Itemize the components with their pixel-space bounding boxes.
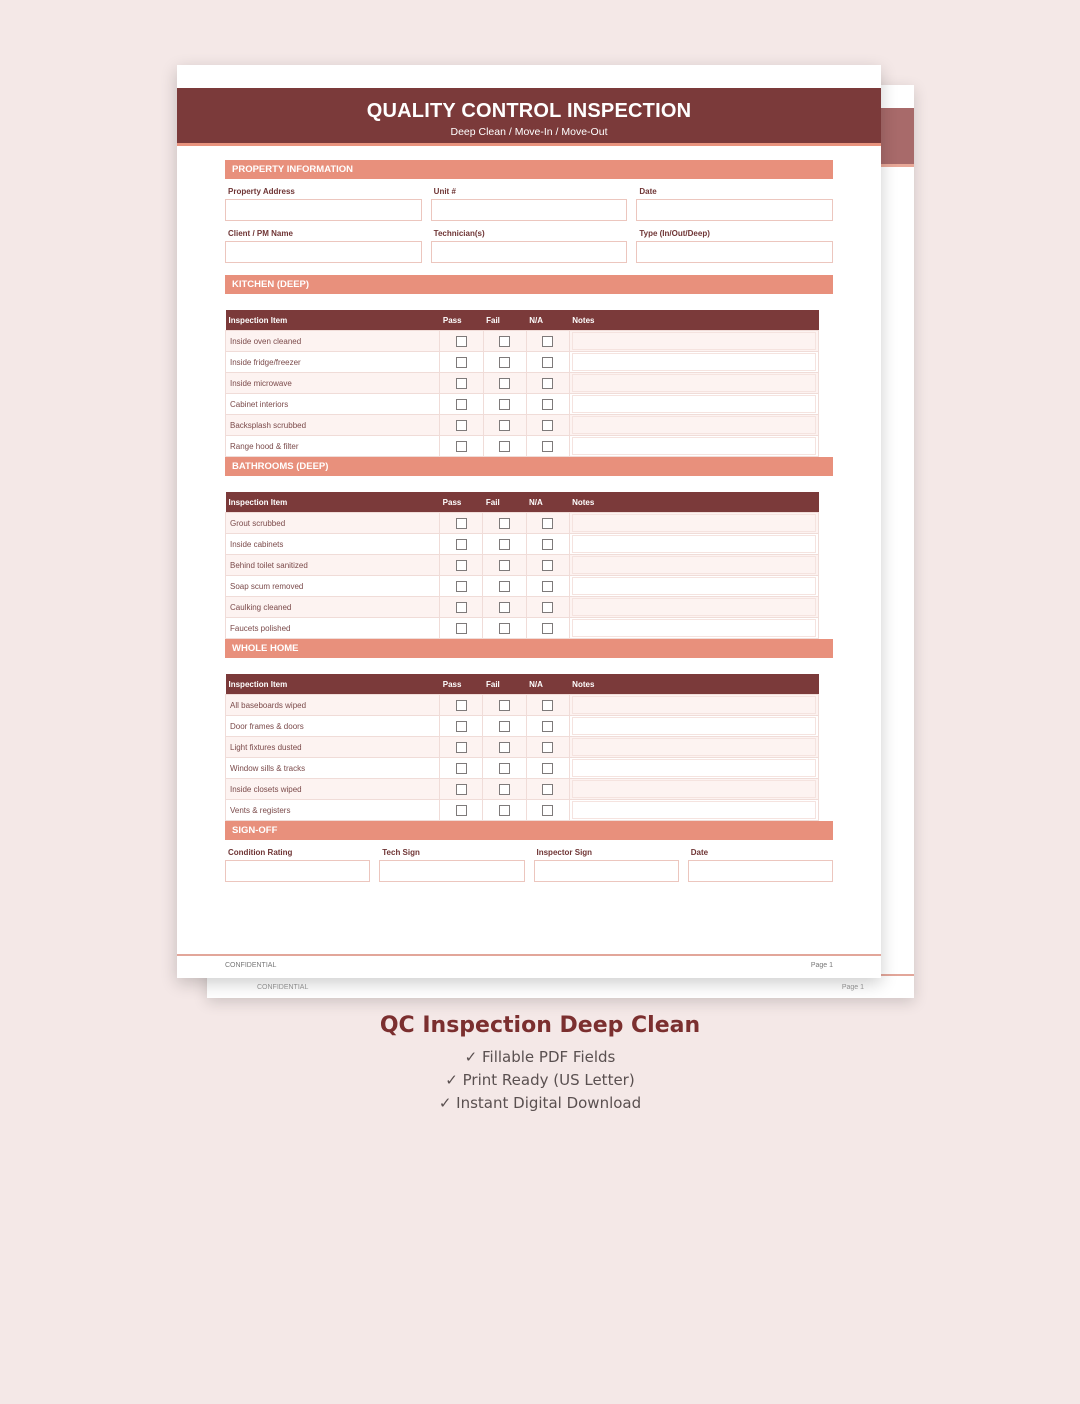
- na-cell: [526, 695, 569, 716]
- pass-cell: [440, 373, 483, 394]
- footer-line: [177, 954, 881, 956]
- fail-checkbox[interactable]: [499, 763, 510, 774]
- inspection-item-label: Range hood & filter: [226, 436, 440, 457]
- notes-input[interactable]: [572, 514, 816, 532]
- table-row: [226, 695, 819, 716]
- na-cell: [526, 534, 569, 555]
- column-header: Fail: [483, 492, 526, 513]
- fail-checkbox[interactable]: [499, 420, 510, 431]
- footer-confidential: CONFIDENTIAL: [225, 962, 277, 969]
- table-row: [226, 331, 819, 352]
- na-cell: [526, 331, 569, 352]
- table-row: [226, 737, 819, 758]
- table-row: [226, 436, 819, 457]
- na-checkbox[interactable]: [542, 399, 553, 410]
- notes-input[interactable]: [572, 696, 816, 714]
- pass-checkbox[interactable]: [456, 539, 467, 550]
- notes-input[interactable]: [572, 535, 816, 553]
- footer-page-number: Page 1: [810, 962, 833, 969]
- inspection-item-label: Door frames & doors: [226, 716, 440, 737]
- inspection-item-label: Backsplash scrubbed: [226, 415, 440, 436]
- inspection-item-label: Inside closets wiped: [226, 779, 440, 800]
- technician-input[interactable]: [431, 241, 628, 263]
- notes-input[interactable]: [572, 759, 816, 777]
- fail-checkbox[interactable]: [499, 441, 510, 452]
- column-header: N/A: [526, 310, 569, 331]
- date-input[interactable]: [636, 199, 833, 221]
- condition-rating-input[interactable]: [225, 860, 370, 882]
- notes-cell: [569, 394, 818, 415]
- client-input[interactable]: [225, 241, 422, 263]
- notes-input[interactable]: [572, 598, 816, 616]
- pass-checkbox[interactable]: [456, 378, 467, 389]
- tech-sign-input[interactable]: [379, 860, 524, 882]
- table-row: [226, 415, 819, 436]
- notes-cell: [569, 352, 818, 373]
- inspection-item-label: Window sills & tracks: [226, 758, 440, 779]
- product-caption: [0, 1013, 1080, 1115]
- fail-cell: [483, 695, 526, 716]
- notes-input[interactable]: [572, 619, 816, 637]
- na-cell: [526, 513, 569, 534]
- pass-checkbox[interactable]: [456, 805, 467, 816]
- notes-cell: [569, 758, 818, 779]
- notes-input[interactable]: [572, 416, 816, 434]
- condition-rating-field: [225, 840, 370, 882]
- fail-checkbox[interactable]: [499, 399, 510, 410]
- fail-checkbox[interactable]: [499, 581, 510, 592]
- pass-checkbox[interactable]: [456, 441, 467, 452]
- section-heading: KITCHEN (DEEP): [225, 275, 833, 294]
- pass-cell: [440, 618, 483, 639]
- field-label: Technician(s): [433, 229, 485, 238]
- fail-checkbox[interactable]: [499, 805, 510, 816]
- section-heading: BATHROOMS (DEEP): [225, 457, 833, 476]
- pass-cell: [440, 352, 483, 373]
- property-address-field: [225, 179, 422, 221]
- unit-input[interactable]: [431, 199, 628, 221]
- fail-cell: [483, 415, 526, 436]
- fail-cell: [483, 534, 526, 555]
- pass-cell: [440, 737, 483, 758]
- notes-cell: [569, 576, 818, 597]
- date-field: [636, 179, 833, 221]
- inspection-item-label: Cabinet interiors: [226, 394, 440, 415]
- column-header: Fail: [483, 674, 526, 695]
- notes-cell: [569, 737, 818, 758]
- pass-checkbox[interactable]: [456, 700, 467, 711]
- na-cell: [526, 758, 569, 779]
- na-checkbox[interactable]: [542, 700, 553, 711]
- notes-input[interactable]: [572, 374, 816, 392]
- fail-checkbox[interactable]: [499, 623, 510, 634]
- table-row: [226, 576, 819, 597]
- column-header: Notes: [569, 674, 818, 695]
- na-cell: [526, 618, 569, 639]
- table-header-row: [226, 674, 819, 695]
- inspection-item-label: Caulking cleaned: [226, 597, 440, 618]
- notes-cell: [569, 716, 818, 737]
- na-checkbox[interactable]: [542, 518, 553, 529]
- notes-cell: [569, 513, 818, 534]
- section-heading-property: PROPERTY INFORMATION: [225, 160, 833, 179]
- inspection-item-label: Behind toilet sanitized: [226, 555, 440, 576]
- column-header: Notes: [569, 492, 818, 513]
- pass-checkbox[interactable]: [456, 420, 467, 431]
- inspection-item-label: All baseboards wiped: [226, 695, 440, 716]
- table-row: [226, 352, 819, 373]
- field-label: Inspector Sign: [536, 848, 593, 857]
- notes-input[interactable]: [572, 780, 816, 798]
- pass-checkbox[interactable]: [456, 336, 467, 347]
- fail-cell: [483, 555, 526, 576]
- column-header: N/A: [526, 674, 569, 695]
- notes-cell: [569, 779, 818, 800]
- notes-input[interactable]: [572, 556, 816, 574]
- na-checkbox[interactable]: [542, 784, 553, 795]
- fail-cell: [483, 597, 526, 618]
- caption-title: QC Inspection Deep Clean: [379, 1013, 701, 1038]
- notes-input[interactable]: [572, 577, 816, 595]
- notes-cell: [569, 597, 818, 618]
- fail-checkbox[interactable]: [499, 560, 510, 571]
- fail-cell: [483, 513, 526, 534]
- section-heading: WHOLE HOME: [225, 639, 833, 658]
- inspection-item-label: Inside oven cleaned: [226, 331, 440, 352]
- table-row: [226, 534, 819, 555]
- signoff-date-field: [688, 840, 833, 882]
- inspection-item-label: Inside microwave: [226, 373, 440, 394]
- field-label: Client / PM Name: [228, 229, 293, 238]
- pass-cell: [440, 394, 483, 415]
- type-input[interactable]: [636, 241, 833, 263]
- fail-cell: [483, 576, 526, 597]
- back-page-footer-right: Page 1: [841, 984, 864, 991]
- na-checkbox[interactable]: [542, 378, 553, 389]
- na-checkbox[interactable]: [542, 805, 553, 816]
- fail-cell: [483, 737, 526, 758]
- inspection-item-label: Vents & registers: [226, 800, 440, 821]
- notes-input[interactable]: [572, 738, 816, 756]
- table-row: [226, 758, 819, 779]
- na-checkbox[interactable]: [542, 560, 553, 571]
- notes-cell: [569, 534, 818, 555]
- checklist-table: [225, 492, 819, 639]
- notes-cell: [569, 555, 818, 576]
- table-header-row: [226, 492, 819, 513]
- pass-cell: [440, 436, 483, 457]
- column-header: Inspection Item: [226, 492, 440, 513]
- inspector-sign-field: [534, 840, 679, 882]
- form-title: QUALITY CONTROL INSPECTION: [366, 100, 692, 122]
- pass-cell: [440, 331, 483, 352]
- pass-checkbox[interactable]: [456, 623, 467, 634]
- notes-input[interactable]: [572, 353, 816, 371]
- inspection-item-label: Soap scum removed: [226, 576, 440, 597]
- checklist-table: [225, 310, 819, 457]
- na-checkbox[interactable]: [542, 721, 553, 732]
- notes-cell: [569, 415, 818, 436]
- column-header: Inspection Item: [226, 674, 440, 695]
- technician-field: [431, 221, 628, 263]
- na-cell: [526, 737, 569, 758]
- na-cell: [526, 352, 569, 373]
- notes-cell: [569, 618, 818, 639]
- fail-cell: [483, 618, 526, 639]
- na-cell: [526, 415, 569, 436]
- pass-cell: [440, 555, 483, 576]
- notes-cell: [569, 331, 818, 352]
- na-checkbox[interactable]: [542, 357, 553, 368]
- na-cell: [526, 576, 569, 597]
- field-label: Date: [690, 848, 709, 857]
- pass-cell: [440, 534, 483, 555]
- column-header: Pass: [440, 310, 483, 331]
- na-checkbox[interactable]: [542, 336, 553, 347]
- inspection-item-label: Inside fridge/freezer: [226, 352, 440, 373]
- notes-input[interactable]: [572, 332, 816, 350]
- pass-cell: [440, 576, 483, 597]
- table-row: [226, 555, 819, 576]
- pass-cell: [440, 779, 483, 800]
- section-heading-signoff: SIGN-OFF: [225, 821, 833, 840]
- form-header: [177, 88, 881, 143]
- back-page-footer-left: CONFIDENTIAL: [257, 984, 309, 991]
- pass-cell: [440, 597, 483, 618]
- column-header: Fail: [483, 310, 526, 331]
- inspection-item-label: Faucets polished: [226, 618, 440, 639]
- fail-checkbox[interactable]: [499, 539, 510, 550]
- form-content: [225, 160, 833, 882]
- na-checkbox[interactable]: [542, 581, 553, 592]
- checklist-table: [225, 674, 819, 821]
- pass-checkbox[interactable]: [456, 602, 467, 613]
- field-label: Type (In/Out/Deep): [639, 229, 710, 238]
- tech-sign-field: [379, 840, 524, 882]
- pass-checkbox[interactable]: [456, 581, 467, 592]
- field-label: Unit #: [433, 187, 456, 196]
- na-cell: [526, 779, 569, 800]
- feature-list: [0, 1046, 1080, 1115]
- notes-cell: [569, 436, 818, 457]
- fail-cell: [483, 716, 526, 737]
- client-field: [225, 221, 422, 263]
- na-checkbox[interactable]: [542, 539, 553, 550]
- field-label: Tech Sign: [382, 848, 420, 857]
- pass-cell: [440, 758, 483, 779]
- na-checkbox[interactable]: [542, 763, 553, 774]
- column-header: Inspection Item: [226, 310, 440, 331]
- field-label: Date: [639, 187, 657, 196]
- pass-checkbox[interactable]: [456, 399, 467, 410]
- na-cell: [526, 436, 569, 457]
- na-checkbox[interactable]: [542, 420, 553, 431]
- pass-checkbox[interactable]: [456, 784, 467, 795]
- na-cell: [526, 555, 569, 576]
- table-row: [226, 597, 819, 618]
- na-cell: [526, 800, 569, 821]
- inspection-item-label: Grout scrubbed: [226, 513, 440, 534]
- pass-checkbox[interactable]: [456, 742, 467, 753]
- property-fields-row-2: [225, 221, 833, 263]
- fail-checkbox[interactable]: [499, 378, 510, 389]
- feature-item: ✓ Fillable PDF Fields: [464, 1048, 616, 1066]
- fail-checkbox[interactable]: [499, 518, 510, 529]
- notes-input[interactable]: [572, 395, 816, 413]
- notes-input[interactable]: [572, 717, 816, 735]
- form-subtitle: Deep Clean / Move-In / Move-Out: [450, 126, 608, 138]
- property-address-input[interactable]: [225, 199, 422, 221]
- pass-cell: [440, 800, 483, 821]
- table-row: [226, 618, 819, 639]
- fail-cell: [483, 352, 526, 373]
- column-header: Pass: [440, 492, 483, 513]
- signoff-fields: [225, 840, 833, 882]
- fail-checkbox[interactable]: [499, 602, 510, 613]
- column-header: N/A: [526, 492, 569, 513]
- field-label: Property Address: [228, 187, 295, 196]
- type-field: [636, 221, 833, 263]
- na-cell: [526, 597, 569, 618]
- fail-cell: [483, 373, 526, 394]
- table-row: [226, 779, 819, 800]
- fail-checkbox[interactable]: [499, 742, 510, 753]
- notes-cell: [569, 695, 818, 716]
- column-header: Notes: [569, 310, 818, 331]
- field-label: Condition Rating: [228, 848, 293, 857]
- fail-checkbox[interactable]: [499, 700, 510, 711]
- fail-cell: [483, 331, 526, 352]
- fail-checkbox[interactable]: [499, 721, 510, 732]
- form-page: [177, 65, 881, 978]
- inspection-item-label: Light fixtures dusted: [226, 737, 440, 758]
- notes-cell: [569, 373, 818, 394]
- pass-checkbox[interactable]: [456, 721, 467, 732]
- unit-field: [431, 179, 628, 221]
- property-fields-row-1: [225, 179, 833, 221]
- pass-checkbox[interactable]: [456, 357, 467, 368]
- signoff-date-input[interactable]: [688, 860, 833, 882]
- fail-cell: [483, 779, 526, 800]
- notes-input[interactable]: [572, 437, 816, 455]
- notes-cell: [569, 800, 818, 821]
- pass-cell: [440, 716, 483, 737]
- pass-checkbox[interactable]: [456, 560, 467, 571]
- pass-cell: [440, 415, 483, 436]
- fail-checkbox[interactable]: [499, 336, 510, 347]
- fail-cell: [483, 758, 526, 779]
- feature-item: ✓ Print Ready (US Letter): [445, 1071, 635, 1089]
- table-header-row: [226, 310, 819, 331]
- inspector-sign-input[interactable]: [534, 860, 679, 882]
- table-row: [226, 373, 819, 394]
- na-checkbox[interactable]: [542, 623, 553, 634]
- na-cell: [526, 373, 569, 394]
- notes-input[interactable]: [572, 801, 816, 819]
- na-checkbox[interactable]: [542, 441, 553, 452]
- na-cell: [526, 716, 569, 737]
- pass-checkbox[interactable]: [456, 518, 467, 529]
- table-row: [226, 716, 819, 737]
- table-row: [226, 513, 819, 534]
- pass-cell: [440, 513, 483, 534]
- table-row: [226, 394, 819, 415]
- inspection-item-label: Inside cabinets: [226, 534, 440, 555]
- feature-item: ✓ Instant Digital Download: [438, 1094, 642, 1112]
- fail-cell: [483, 436, 526, 457]
- fail-checkbox[interactable]: [499, 784, 510, 795]
- pass-cell: [440, 695, 483, 716]
- fail-cell: [483, 800, 526, 821]
- fail-checkbox[interactable]: [499, 357, 510, 368]
- pass-checkbox[interactable]: [456, 763, 467, 774]
- na-checkbox[interactable]: [542, 742, 553, 753]
- table-row: [226, 800, 819, 821]
- column-header: Pass: [440, 674, 483, 695]
- checklist-sections: [225, 275, 833, 821]
- na-cell: [526, 394, 569, 415]
- na-checkbox[interactable]: [542, 602, 553, 613]
- fail-cell: [483, 394, 526, 415]
- header-accent-line: [177, 143, 881, 146]
